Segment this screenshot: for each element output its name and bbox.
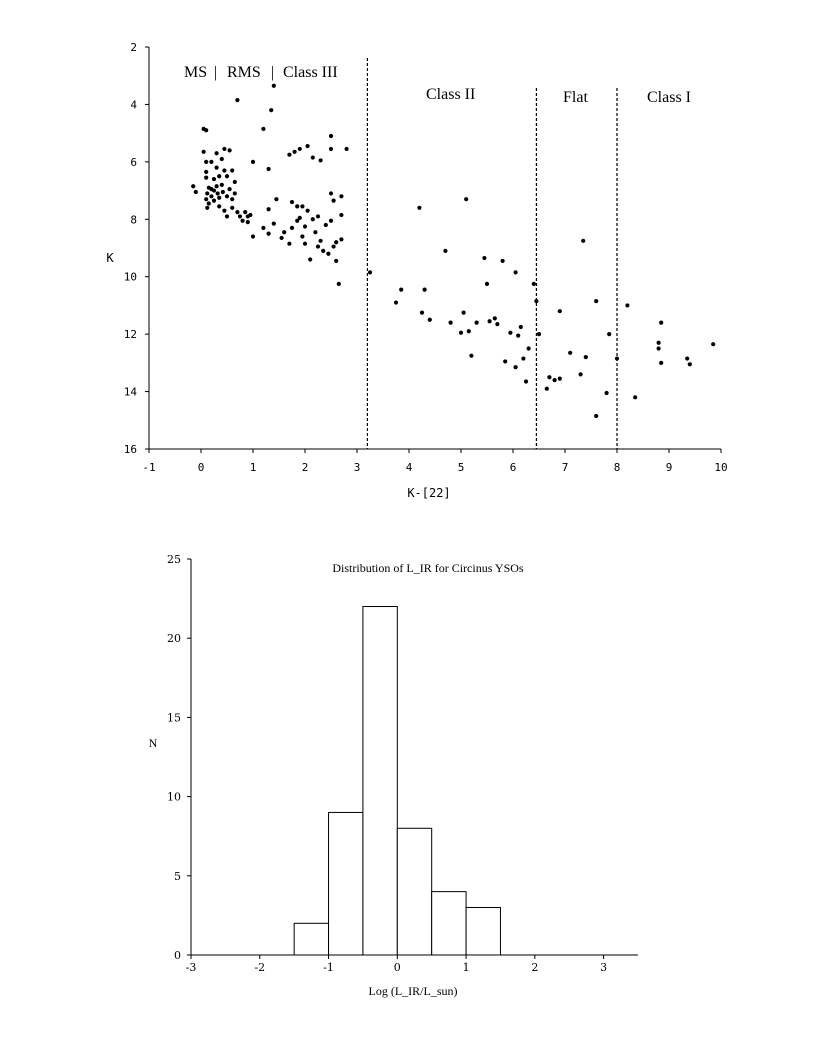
scatter-point: [545, 387, 549, 391]
scatter-point: [230, 206, 234, 210]
histogram-lir: [149, 553, 638, 998]
scatter-point: [516, 333, 520, 337]
scatter-point: [308, 257, 312, 261]
scatter-point: [553, 378, 557, 382]
scatter-point: [202, 150, 206, 154]
scatter-point: [537, 332, 541, 336]
scatter-x-axis-label: K-[22]: [407, 486, 451, 500]
scatter-x-ticks: [142, 449, 727, 474]
histogram-y-tick-label: 20: [167, 632, 181, 646]
scatter-x-tick-label: 9: [665, 461, 673, 474]
scatter-point: [306, 209, 310, 213]
histogram-y-tick-label: 25: [167, 553, 181, 566]
scatter-point: [230, 197, 234, 201]
scatter-point: [311, 217, 315, 221]
scatter-point: [449, 321, 453, 325]
scatter-point: [217, 204, 221, 208]
histogram-title: Distribution of L_IR for Circinus YSOs: [332, 561, 524, 575]
scatter-point: [222, 147, 226, 151]
scatter-point: [222, 168, 226, 172]
scatter-y-tick-label: 14: [123, 385, 137, 399]
scatter-point: [215, 151, 219, 155]
scatter-point: [558, 377, 562, 381]
scatter-point: [659, 321, 663, 325]
scatter-point: [399, 288, 403, 292]
scatter-plot-kmag-vs-color: [106, 41, 727, 500]
scatter-point: [334, 240, 338, 244]
scatter-point: [246, 220, 250, 224]
scatter-point: [485, 282, 489, 286]
scatter-point: [711, 342, 715, 346]
scatter-x-tick-label: 10: [714, 461, 728, 474]
scatter-point: [459, 331, 463, 335]
scatter-point: [221, 190, 225, 194]
histogram-x-ticks: [186, 955, 607, 974]
scatter-point: [228, 148, 232, 152]
scatter-point: [558, 309, 562, 313]
scatter-point: [220, 157, 224, 161]
scatter-point: [524, 379, 528, 383]
scatter-point: [233, 180, 237, 184]
scatter-point: [532, 282, 536, 286]
histogram-y-tick-label: 15: [167, 711, 181, 725]
histogram-bar: [329, 812, 363, 955]
scatter-point: [659, 361, 663, 365]
region-label-class-ii: Class II: [426, 86, 476, 103]
scatter-y-tick-label: 2: [130, 41, 137, 54]
scatter-x-tick-label: 6: [509, 461, 517, 474]
scatter-point: [269, 108, 273, 112]
scatter-point: [225, 194, 229, 198]
scatter-point: [657, 346, 661, 350]
scatter-point: [594, 414, 598, 418]
scatter-point: [584, 355, 588, 359]
scatter-point: [605, 391, 609, 395]
scatter-point: [334, 259, 338, 263]
scatter-point: [267, 232, 271, 236]
scatter-point: [475, 321, 479, 325]
scatter-point: [261, 226, 265, 230]
histogram-x-tick-label: -2: [254, 961, 266, 974]
scatter-point: [594, 299, 598, 303]
scatter-point: [326, 252, 330, 256]
scatter-point: [428, 318, 432, 322]
scatter-point: [272, 221, 276, 225]
scatter-point: [282, 230, 286, 234]
scatter-point: [272, 84, 276, 88]
scatter-point: [493, 316, 497, 320]
class-boundaries: [367, 58, 617, 449]
scatter-point: [267, 167, 271, 171]
scatter-point: [217, 174, 221, 178]
scatter-point: [204, 176, 208, 180]
scatter-point: [290, 200, 294, 204]
scatter-axes: [149, 47, 721, 449]
scatter-point: [547, 375, 551, 379]
scatter-points: [191, 84, 715, 418]
scatter-point: [298, 216, 302, 220]
histogram-y-tick-label: 5: [174, 869, 181, 883]
scatter-point: [420, 311, 424, 315]
scatter-point: [579, 372, 583, 376]
scatter-point: [332, 199, 336, 203]
scatter-x-tick-label: 8: [613, 461, 621, 474]
scatter-point: [194, 190, 198, 194]
scatter-point: [501, 259, 505, 263]
scatter-point: [220, 183, 224, 187]
scatter-point: [212, 199, 216, 203]
scatter-x-tick-label: 2: [301, 461, 309, 474]
scatter-point: [332, 244, 336, 248]
scatter-point: [633, 395, 637, 399]
scatter-point: [287, 153, 291, 157]
histogram-bar: [432, 892, 466, 955]
scatter-point: [339, 194, 343, 198]
histogram-bars: [294, 607, 500, 955]
scatter-point: [287, 242, 291, 246]
scatter-point: [222, 209, 226, 213]
scatter-point: [316, 244, 320, 248]
scatter-x-tick-label: 7: [561, 461, 569, 474]
histogram-x-tick-label: 0: [393, 961, 401, 974]
scatter-point: [368, 270, 372, 274]
scatter-point: [225, 174, 229, 178]
scatter-point: [313, 230, 317, 234]
scatter-point: [568, 351, 572, 355]
region-label-rms: RMS: [227, 64, 261, 81]
scatter-point: [319, 239, 323, 243]
scatter-point: [527, 346, 531, 350]
scatter-point: [209, 194, 213, 198]
scatter-point: [238, 214, 242, 218]
scatter-point: [235, 98, 239, 102]
scatter-y-ticks: [124, 41, 149, 456]
histogram-x-tick-label: 2: [531, 961, 539, 974]
scatter-point: [261, 127, 265, 131]
scatter-point: [464, 197, 468, 201]
scatter-point: [534, 299, 538, 303]
scatter-point: [324, 223, 328, 227]
scatter-point: [423, 288, 427, 292]
scatter-y-tick-label: 12: [123, 328, 137, 342]
scatter-point: [685, 356, 689, 360]
scatter-x-tick-label: 1: [249, 461, 257, 474]
scatter-x-tick-label: 5: [457, 461, 465, 474]
scatter-point: [394, 300, 398, 304]
scatter-y-tick-label: 6: [130, 155, 137, 169]
histogram-x-tick-label: -1: [323, 961, 334, 974]
scatter-point: [321, 249, 325, 253]
histogram-bar: [397, 828, 431, 955]
scatter-y-tick-label: 4: [130, 98, 137, 112]
scatter-point: [300, 204, 304, 208]
scatter-point: [230, 168, 234, 172]
scatter-point: [339, 237, 343, 241]
scatter-point: [225, 214, 229, 218]
scatter-x-tick-label: 0: [197, 461, 205, 474]
histogram-y-ticks: [167, 553, 191, 962]
scatter-point: [290, 226, 294, 230]
histogram-x-tick-label: 1: [462, 961, 470, 974]
scatter-point: [300, 234, 304, 238]
scatter-point: [495, 322, 499, 326]
scatter-point: [216, 191, 220, 195]
histogram-y-tick-label: 10: [167, 790, 181, 804]
scatter-point: [508, 331, 512, 335]
scatter-point: [215, 184, 219, 188]
scatter-point: [521, 356, 525, 360]
histogram-bar: [294, 923, 328, 955]
scatter-x-tick-label: 3: [353, 461, 361, 474]
scatter-point: [688, 362, 692, 366]
scatter-point: [329, 219, 333, 223]
scatter-x-tick-label: -1: [142, 461, 156, 474]
scatter-point: [339, 213, 343, 217]
scatter-point: [204, 170, 208, 174]
scatter-point: [191, 184, 195, 188]
scatter-point: [204, 160, 208, 164]
scatter-point: [241, 219, 245, 223]
scatter-point: [625, 303, 629, 307]
scatter-x-tick-label: 4: [405, 461, 413, 474]
scatter-y-axis-label: K: [106, 251, 114, 265]
region-label-class-iii: Class III: [283, 64, 338, 81]
histogram-y-tick-label: 0: [174, 949, 181, 962]
scatter-point: [514, 365, 518, 369]
scatter-point: [462, 311, 466, 315]
region-separator: |: [214, 64, 218, 81]
scatter-point: [212, 188, 216, 192]
scatter-point: [303, 242, 307, 246]
scatter-point: [267, 207, 271, 211]
scatter-point: [581, 239, 585, 243]
scatter-point: [212, 177, 216, 181]
scatter-point: [274, 197, 278, 201]
scatter-y-tick-label: 8: [130, 213, 137, 227]
scatter-point: [217, 196, 221, 200]
scatter-point: [233, 191, 237, 195]
scatter-y-tick-label: 16: [123, 443, 137, 456]
region-label-ms: MS: [184, 64, 208, 81]
histogram-x-axis-label: Log (L_IR/L_sun): [368, 984, 458, 998]
scatter-point: [295, 204, 299, 208]
scatter-point: [251, 160, 255, 164]
scatter-y-tick-label: 10: [123, 270, 137, 284]
scatter-point: [204, 197, 208, 201]
scatter-point: [205, 191, 209, 195]
histogram-bar: [363, 607, 397, 955]
scatter-point: [337, 282, 341, 286]
scatter-point: [607, 332, 611, 336]
scatter-point: [514, 270, 518, 274]
scatter-point: [488, 319, 492, 323]
scatter-point: [482, 256, 486, 260]
scatter-point: [345, 147, 349, 151]
scatter-point: [205, 206, 209, 210]
scatter-point: [469, 354, 473, 358]
scatter-point: [615, 356, 619, 360]
histogram-y-axis-label: N: [148, 736, 158, 750]
histogram-bar: [466, 907, 500, 955]
scatter-point: [298, 147, 302, 151]
scatter-point: [280, 236, 284, 240]
scatter-point: [329, 134, 333, 138]
scatter-point: [319, 158, 323, 162]
scatter-point: [329, 147, 333, 151]
region-separator: |: [271, 64, 275, 81]
scatter-point: [215, 166, 219, 170]
scatter-point: [207, 201, 211, 205]
scatter-point: [248, 213, 252, 217]
scatter-point: [251, 234, 255, 238]
scatter-point: [417, 206, 421, 210]
scatter-point: [657, 341, 661, 345]
region-label-class-i: Class I: [647, 89, 691, 106]
scatter-point: [467, 329, 471, 333]
scatter-point: [306, 144, 310, 148]
scatter-point: [235, 210, 239, 214]
scatter-point: [243, 210, 247, 214]
scatter-point: [503, 359, 507, 363]
histogram-x-tick-label: -3: [185, 961, 197, 974]
scatter-point: [209, 160, 213, 164]
region-label-flat: Flat: [563, 89, 588, 106]
scatter-point: [311, 155, 315, 159]
scatter-point: [443, 249, 447, 253]
scatter-point: [329, 191, 333, 195]
scatter-point: [228, 187, 232, 191]
scatter-point: [204, 128, 208, 132]
scatter-point: [303, 224, 307, 228]
histogram-x-tick-label: 3: [600, 961, 608, 974]
scatter-point: [519, 325, 523, 329]
scatter-point: [293, 150, 297, 154]
scatter-point: [316, 214, 320, 218]
